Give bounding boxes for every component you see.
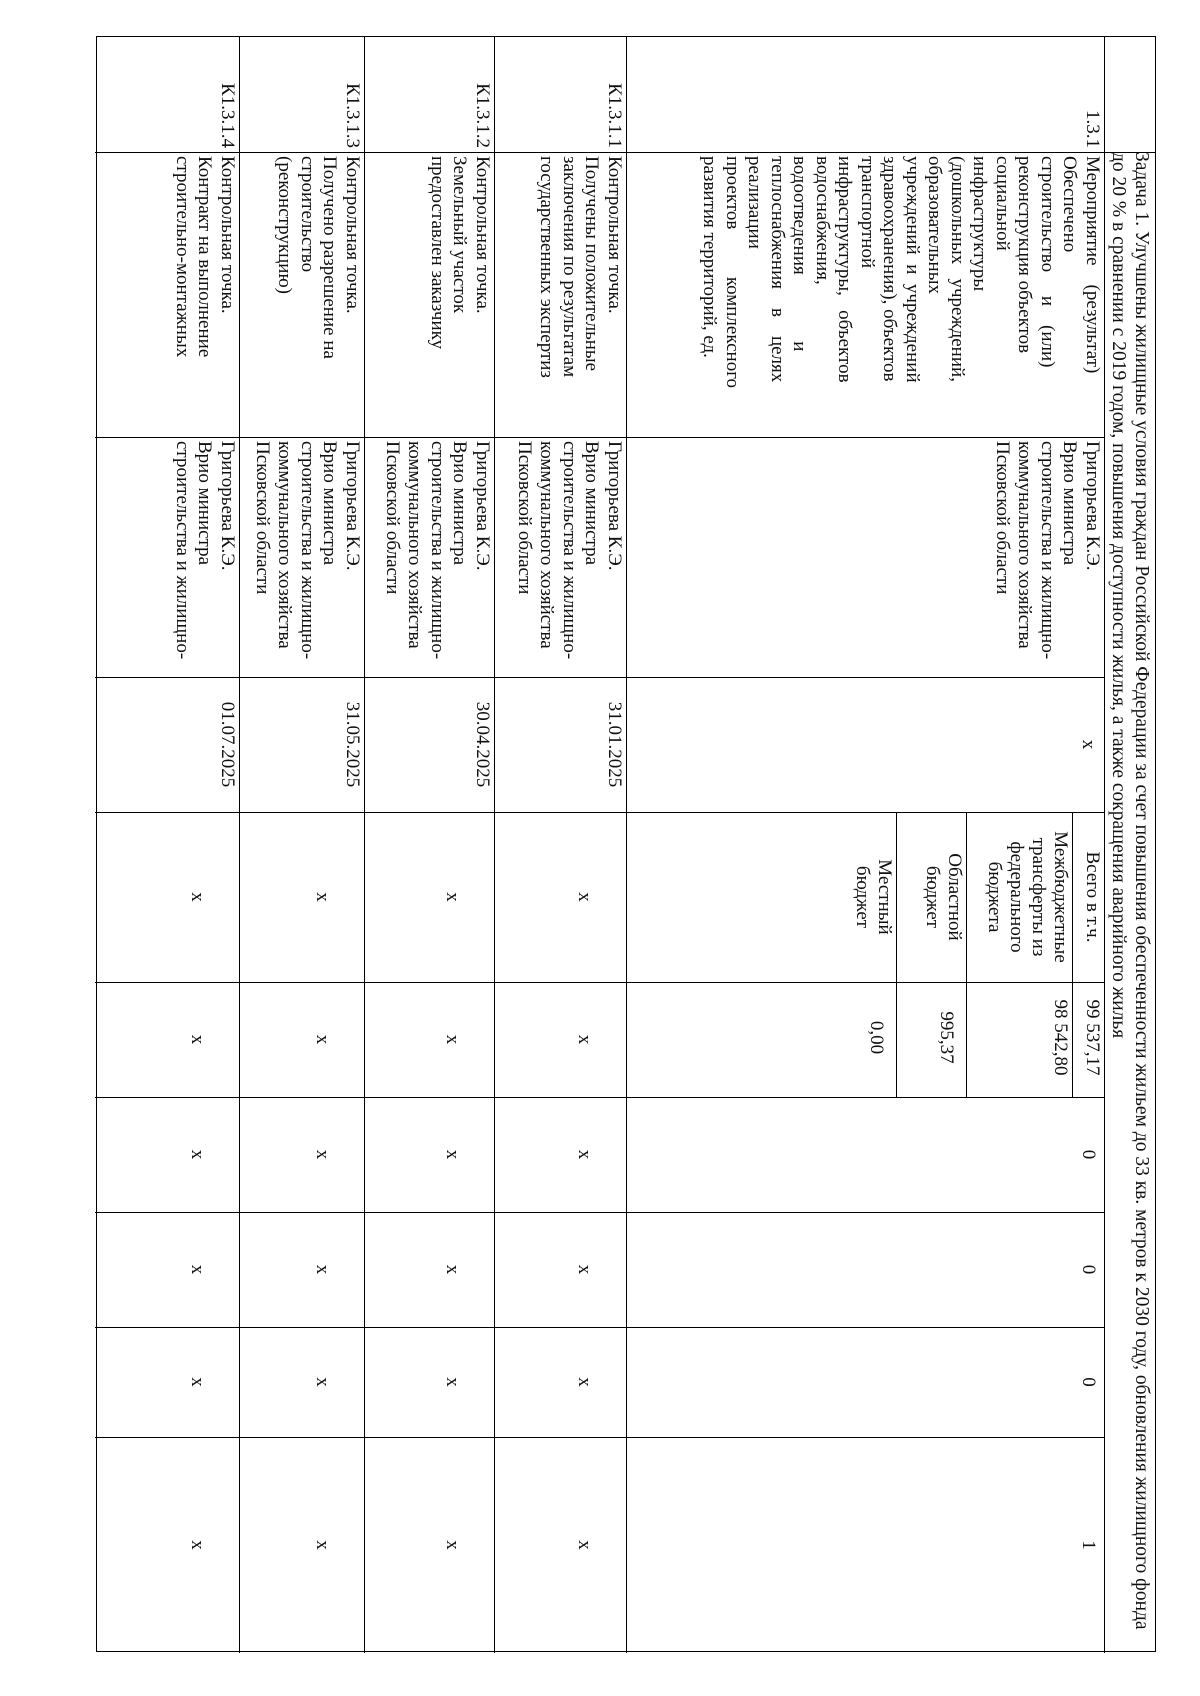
measure-name: Получены положительные — [581, 156, 603, 372]
indicator-value: х — [442, 1377, 463, 1387]
measure-name: теплоснабжения в целях — [767, 156, 788, 383]
deadline-date: 30.04.2025 — [472, 701, 493, 788]
measure-name: (реконструкцию) — [274, 156, 296, 295]
column-divider — [95, 812, 1105, 813]
responsible-person: Псковской области — [382, 441, 403, 595]
funding-subrow-divider — [1072, 812, 1073, 1097]
deadline-date: х — [1078, 739, 1099, 750]
deadline-date: 31.01.2025 — [604, 701, 625, 788]
responsible-person: строительства и жилищно- — [1037, 441, 1058, 660]
funding-source: бюджета — [984, 861, 1005, 933]
responsible-person: Псковской области — [514, 441, 535, 595]
measure-name: строительно-монтажных — [172, 156, 193, 358]
funding-source: Областной — [944, 853, 965, 941]
header-divider — [1104, 37, 1105, 1653]
responsible-person: Врио министра — [581, 441, 603, 566]
row-divider — [239, 37, 240, 1653]
indicator-value: х — [574, 1149, 595, 1160]
measure-name: Получено разрешение на — [319, 156, 341, 359]
responsible-person: Григорьева К.Э. — [604, 441, 625, 571]
funding-amount: х — [187, 1034, 208, 1045]
row-divider — [494, 37, 495, 1653]
measure-name: образовательных — [924, 156, 946, 294]
column-divider — [95, 1212, 1105, 1213]
responsible-person: Григорьева К.Э. — [472, 441, 493, 571]
responsible-person: строительства и жилищно- — [427, 441, 448, 660]
indicator-value: х — [574, 1264, 595, 1275]
indicator-value: х — [312, 1377, 333, 1387]
indicator-value: х — [442, 1540, 463, 1550]
funding-amount: х — [574, 1034, 595, 1045]
measure-name: Мероприятие (результат) — [1082, 156, 1103, 374]
measure-name: Контрольная точка. — [342, 156, 363, 314]
funding-source: Местный — [874, 859, 895, 935]
row-code: К1.3.1.4 — [217, 83, 238, 148]
indicator-value: х — [574, 1540, 595, 1550]
column-divider — [95, 982, 1105, 983]
measure-name: заключения по результатам — [559, 156, 580, 378]
indicator-value: х — [187, 1264, 208, 1275]
measure-name: реконструкция объектов — [1014, 156, 1036, 354]
funding-amount: 995,37 — [936, 1011, 957, 1064]
responsible-person: Григорьева К.Э. — [217, 441, 238, 571]
measure-name: Контрольная точка. — [604, 156, 625, 314]
row-code: 1.3.1 — [1082, 110, 1103, 148]
measure-name: здравоохранения), объектов — [879, 156, 901, 382]
column-divider — [95, 437, 1105, 438]
report-table — [96, 36, 1156, 1652]
row-code: К1.3.1.2 — [472, 83, 493, 148]
responsible-person: Григорьева К.Э. — [342, 441, 363, 571]
deadline-date: 31.05.2025 — [342, 701, 363, 788]
measure-name: водоотведения и — [789, 156, 811, 352]
indicator-value: х — [187, 1149, 208, 1160]
responsible-person: Псковской области — [992, 441, 1013, 595]
row-divider — [364, 37, 365, 1653]
measure-name: строительство — [297, 156, 318, 273]
funding-source: х — [574, 892, 595, 902]
indicator-value: х — [187, 1377, 208, 1387]
measure-name: строительство и (или) — [1037, 156, 1058, 368]
responsible-person: Врио министра — [1059, 441, 1081, 566]
indicator-value: х — [442, 1149, 463, 1160]
indicator-value: 0 — [1078, 1377, 1099, 1387]
funding-amount: х — [442, 1034, 463, 1045]
funding-amount: 98 542,80 — [1050, 999, 1071, 1076]
column-divider — [95, 1437, 1105, 1438]
column-divider — [95, 1097, 1105, 1098]
responsible-person: Врио министра — [319, 441, 341, 566]
measure-name: Обеспечено — [1059, 156, 1081, 253]
row-code: К1.3.1.1 — [604, 83, 625, 148]
responsible-person: Псковской области — [252, 441, 273, 595]
responsible-person: коммунального хозяйства — [274, 441, 296, 649]
measure-name: государственных экспертиз — [536, 156, 558, 378]
indicator-value: 1 — [1078, 1540, 1099, 1550]
indicator-value: х — [312, 1540, 333, 1550]
measure-name: реализации — [744, 156, 766, 249]
funding-amount: 99 537,17 — [1082, 999, 1103, 1076]
funding-source: х — [442, 892, 463, 902]
measure-name: Контрольная точка. — [472, 156, 493, 314]
funding-source: х — [187, 892, 208, 902]
measure-name: социальной — [992, 156, 1013, 251]
responsible-person: Врио министра — [449, 441, 471, 566]
measure-name: проектов комплексного — [722, 156, 743, 389]
row-divider — [626, 37, 627, 1653]
funding-amount: х — [312, 1034, 333, 1045]
funding-amount: 0,00 — [866, 1020, 887, 1055]
funding-source: бюджет — [922, 865, 943, 929]
responsible-person: строительства и жилищно- — [297, 441, 318, 660]
funding-source: трансферты из — [1028, 837, 1049, 957]
column-divider — [95, 152, 1155, 153]
measure-name: водоснабжения, — [812, 156, 833, 285]
measure-name: предоставлен заказчику — [427, 156, 448, 350]
responsible-person: коммунального хозяйства — [1014, 441, 1036, 649]
funding-source: Всего в т.ч. — [1082, 851, 1103, 943]
measure-name: Земельный участок — [449, 156, 471, 314]
funding-source: бюджет — [852, 865, 873, 929]
measure-name: транспортной — [857, 156, 878, 269]
column-divider — [95, 1327, 1105, 1328]
responsible-person: строительства и жилищно- — [172, 441, 193, 660]
responsible-person: коммунального хозяйства — [404, 441, 426, 649]
responsible-person: строительства и жилищно- — [559, 441, 580, 660]
indicator-value: х — [442, 1264, 463, 1275]
indicator-value: 0 — [1078, 1264, 1099, 1275]
row-code: К1.3.1.3 — [342, 83, 363, 148]
column-divider — [95, 677, 1105, 678]
measure-name: учреждений и учреждений — [902, 156, 923, 383]
responsible-person: Григорьева К.Э. — [1082, 441, 1103, 571]
measure-name: развития территорий, ед. — [699, 156, 721, 358]
funding-subrow-divider — [896, 812, 897, 1097]
indicator-value: х — [187, 1540, 208, 1550]
funding-source: х — [312, 892, 333, 902]
measure-name: инфраструктуры, объектов — [834, 156, 856, 383]
measure-name: Контракт на выполнение — [194, 156, 216, 358]
funding-subrow-divider — [966, 812, 967, 1097]
responsible-person: Врио министра — [194, 441, 216, 566]
indicator-value: 0 — [1078, 1149, 1099, 1160]
indicator-value: х — [312, 1149, 333, 1160]
deadline-date: 01.07.2025 — [217, 701, 238, 788]
task-header: Задача 1. Улучшены жилищные условия граждан Российской Федерации за счет повышения обеспеченности жильем до 33 кв. метров к 2030 году, обновления жилищного фонда до 20 % в сравнении с 2019 годом, повышения доступности жилья, а также сокращения аварийного жилья — [1108, 152, 1152, 1630]
measure-name: (дошкольных учреждений, — [947, 156, 968, 382]
indicator-value: х — [574, 1377, 595, 1387]
funding-source: Межбюджетные — [1050, 831, 1071, 963]
measure-name: Контрольная точка. — [217, 156, 238, 314]
indicator-value: х — [312, 1264, 333, 1275]
measure-name: инфраструктуры — [969, 156, 991, 292]
funding-source: федерального — [1006, 841, 1027, 953]
responsible-person: коммунального хозяйства — [536, 441, 558, 649]
